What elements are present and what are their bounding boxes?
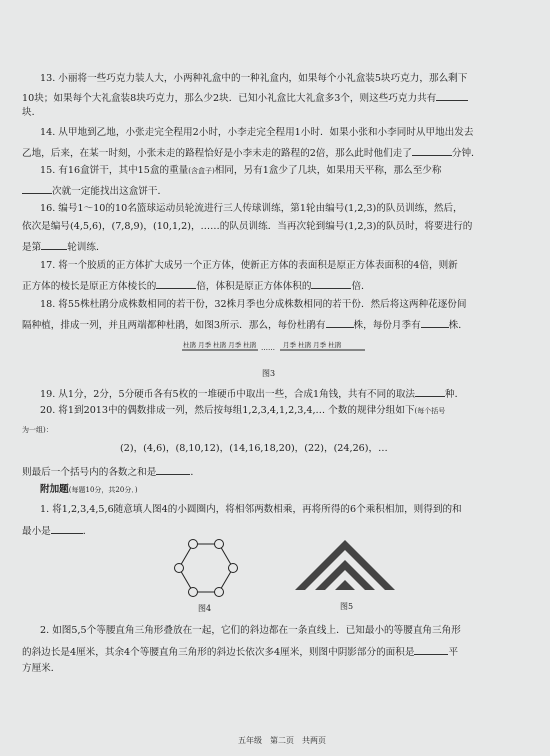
q15-text3: 次就一定能找出这盒饼干． — [52, 186, 168, 197]
q14-line2 — [22, 145, 481, 160]
q13-line3: 块． — [22, 107, 42, 118]
fig3-left-labels: 杜鹃 月季 杜鹃 月季 杜鹃 — [183, 341, 257, 349]
b2-line3: 方厘米． — [22, 663, 61, 674]
q19-answer-blank — [415, 386, 445, 397]
b1-answer-blank — [51, 523, 83, 534]
figure-5 — [295, 540, 395, 590]
q17-line2 — [22, 278, 371, 293]
q20-note: (每个括号 — [414, 407, 446, 415]
q15-line1 — [40, 165, 442, 177]
q18-answer-blank-2 — [421, 317, 449, 328]
page-footer: 五年级 第二页 共两页 — [238, 736, 326, 745]
q15-answer-blank — [22, 183, 52, 194]
b2-text3: 平 — [448, 647, 459, 658]
q17-text3: 倍，体积是原正方体体积的 — [196, 281, 312, 292]
q17-text4: 倍． — [351, 281, 371, 292]
q17-answer-blank-1 — [156, 278, 196, 289]
q18-text4: 株． — [448, 320, 468, 331]
q18-line1: 18. 将55株杜鹃分成株数相同的若干份，32株月季也分成株数相同的若干份．然后将这两种花逐份间 — [40, 299, 467, 310]
q16-line2: 依次是编号(4,5,6)，(7,8,9)，(10,1,2)，……的队员训练．当再次轮到编号(1,2,3)的队员时，将要进行的 — [22, 221, 473, 232]
fig5-caption: 图5 — [340, 602, 354, 611]
b1-line1: 1. 将1,2,3,4,5,6随意填人图4的小圆圈内，将相邻两数相乘，再将所得的6个乘积相加，则得到的和 — [40, 504, 462, 515]
q20-text5: ． — [190, 467, 200, 478]
b2-line1: 2. 如图5,5个等腰直角三角形叠放在一起，它们的斜边都在一条直线上．已知最小的等腰直角三角形 — [40, 625, 461, 636]
b1-text3: ． — [82, 526, 93, 537]
q19-line1 — [40, 386, 464, 401]
fig4-hexagon — [179, 544, 233, 592]
q13-text2: 10块；如果每个大礼盒装8块巧克力，那么少2块．已知小礼盒比大礼盒多3个，则这些巧克力共有 — [22, 93, 437, 104]
bonus-heading — [40, 484, 138, 496]
q20-text4: 则最后一个括号内的各数之和是 — [22, 467, 157, 478]
figure-4 — [173, 540, 243, 600]
q18-line2 — [22, 317, 468, 332]
q14-line1: 14. 从甲地到乙地，小张走完全程用2小时，小李走完全程用1小时．如果小张和小李同时从甲地出发去 — [40, 127, 474, 138]
b1-text2: 最小是 — [22, 526, 51, 537]
fig3-dots: …… — [261, 344, 275, 352]
b2-answer-blank — [414, 644, 448, 655]
q16-text3: 是第 — [22, 242, 42, 253]
q18-answer-blank-1 — [326, 317, 354, 328]
q16-text4: 轮训练． — [67, 242, 106, 253]
fig3-caption: 图3 — [262, 369, 276, 378]
q20-answer-blank — [156, 464, 190, 475]
fig4-circle-1 — [189, 540, 198, 549]
q16-answer-blank — [41, 239, 67, 250]
fig4-circle-3 — [229, 564, 238, 573]
q20-line4 — [22, 464, 200, 479]
q14-answer-blank — [412, 145, 452, 156]
q13-line1: 13. 小丽将一些巧克力装人大，小两种礼盒中的一种礼盒内，如果每个小礼盒装5块巧克力，那么剩下 — [40, 73, 468, 84]
q20-line1 — [40, 405, 445, 417]
q20-text1: 20. 将1到2013中的偶数排成一列，然后按每组1,2,3,4,1,2,3,4,… 个数的规律分组如下 — [40, 405, 415, 416]
q19-text2: 种． — [445, 389, 465, 400]
b2-text2: 的斜边长是4厘米，其余4个等腰直角三角形的斜边长依次多4厘米，则图中阴影部分的面积是 — [22, 647, 415, 658]
fig4-caption: 图4 — [198, 604, 212, 613]
q17-text2: 正方体的棱长是原正方体棱长的 — [22, 281, 157, 292]
b2-line2 — [22, 644, 458, 659]
q18-text3: 株，每份月季有 — [353, 320, 421, 331]
bonus-title: 附加题 — [40, 484, 69, 495]
q16-line1: 16. 编号1～10的10名篮球运动员轮流进行三人传球训练，第1轮由编号(1,2,3)的队员训练，然后， — [40, 203, 463, 214]
q15-text1: 15. 有16盒饼干，其中15盒的重量 — [40, 165, 189, 176]
q20-note2: 为一组)： — [22, 426, 53, 434]
q15-text2: 相同，另有1盒少了几块，如果用天平称，那么至少称 — [214, 165, 442, 176]
fig4-circle-6 — [175, 564, 184, 573]
fig3-right-labels: 月季 杜鹃 月季 杜鹃 — [283, 341, 342, 349]
q14-text3: 分钟． — [451, 148, 481, 159]
fig4-circle-4 — [215, 588, 224, 597]
bonus-note: (每题10分，共20分．) — [68, 486, 138, 494]
q13-line2 — [22, 90, 468, 105]
q16-line3 — [22, 239, 106, 254]
q14-text2: 乙地，后来，在某一时刻，小张未走的路程恰好是小李未走的路程的2倍，那么此时他们走了 — [22, 148, 412, 159]
q19-text1: 19. 从1分，2分，5分硬币各有5枚的一堆硬币中取出一些，合成1角钱，共有不同的取法 — [40, 389, 416, 400]
q13-answer-blank — [436, 90, 468, 101]
fig4-circle-5 — [189, 588, 198, 597]
q17-line1: 17. 将一个胶质的正方体扩大成另一个正方体，使新正方体的表面积是原正方体表面积的4倍，则新 — [40, 260, 458, 271]
q18-text2: 隔种植，排成一列，并且两端都种杜鹃，如图3所示．那么，每份杜鹃有 — [22, 320, 326, 331]
q15-line2 — [22, 183, 167, 198]
fig4-circle-2 — [215, 540, 224, 549]
q20-sequence: (2)，(4,6)，(8,10,12)，(14,16,18,20)，(22)，(24,26)，… — [120, 443, 388, 454]
q17-answer-blank-2 — [311, 278, 351, 289]
b1-line2 — [22, 523, 92, 538]
q15-note: (含盒子) — [188, 167, 215, 175]
